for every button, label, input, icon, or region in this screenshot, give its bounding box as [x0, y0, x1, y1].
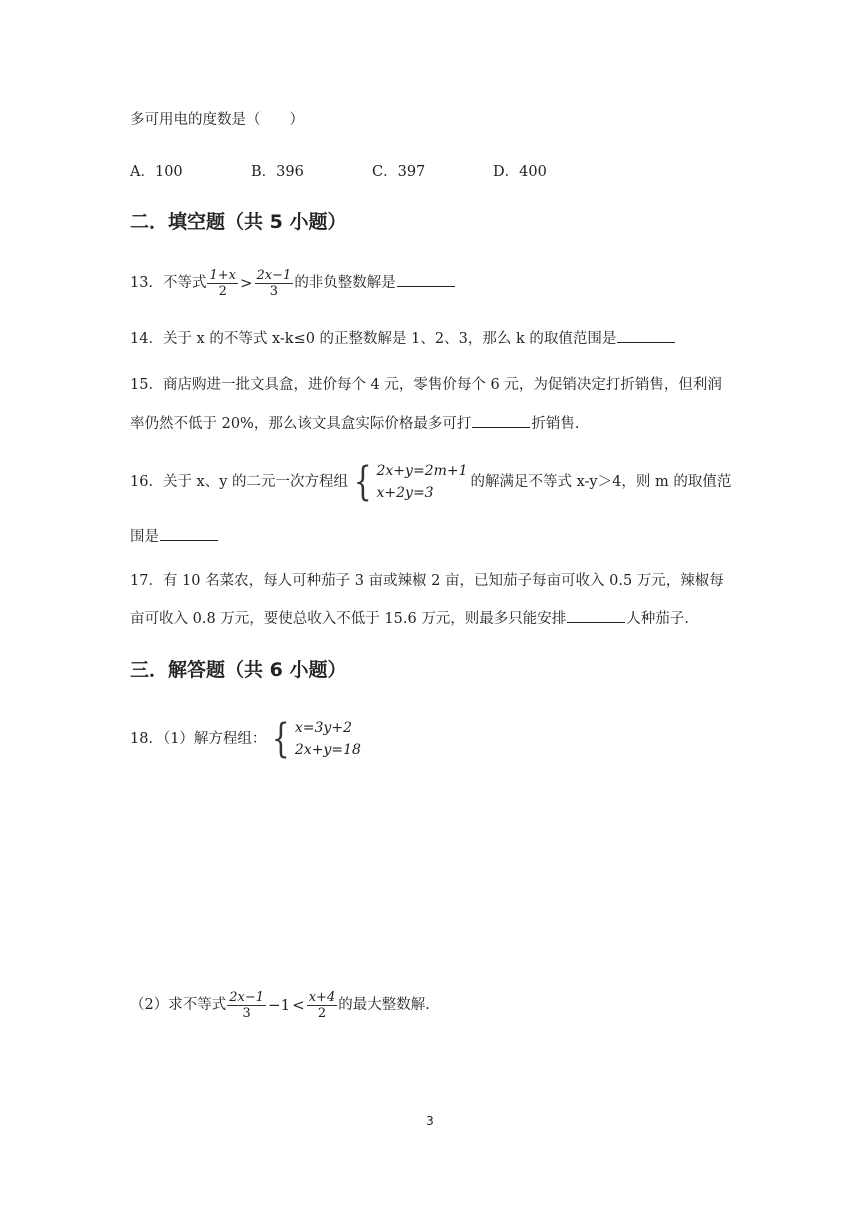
question-17-line-1: 17．有 10 名菜农，每人可种茄子 3 亩或辣椒 2 亩，已知茄子每亩可收入 0.5 万元，辣椒每 — [130, 573, 724, 589]
q18-2-fraction-1: $\frac{2x-1}{3}$ — [229, 989, 265, 1021]
q15-answer-blank[interactable] — [472, 413, 530, 428]
q16-equation-system: { 2x+y=2m+1 x+2y=3 — [353, 459, 468, 505]
question-18-part-1: 18．（1）解方程组： { x=3y+2 2x+y=18 — [130, 716, 361, 762]
question-16-line-2: 围是 — [130, 526, 219, 547]
question-18-part-2: （2）求不等式 $\frac{2x-1}{3}$ −1 < $\frac{x+4}{2}$ 的最大整数解. — [130, 989, 430, 1021]
question-15-line-2: 率仍然不低于 20%，那么该文具盒实际价格最多可打 折销售. — [130, 413, 579, 434]
brace-icon: { — [272, 716, 291, 762]
q14-text: 14．关于 x 的不等式 x-k≤0 的正整数解是 1、2、3，那么 k 的取值范围是 — [130, 331, 617, 347]
q13-tail: 的非负整数解是 — [294, 275, 396, 291]
q13-number: 13．不等式 — [130, 275, 207, 291]
q14-answer-blank[interactable] — [617, 328, 675, 343]
q13-operator: > — [239, 274, 253, 292]
section-2-heading: 二．填空题（共 5 小题） — [130, 211, 347, 233]
q17-answer-blank[interactable] — [567, 608, 625, 623]
q13-fraction-2: $\frac{2x-1}{3}$ — [256, 267, 292, 299]
q18-2-fraction-2: $\frac{x+4}{2}$ — [308, 989, 336, 1021]
choice-c: C．397 — [372, 164, 426, 180]
q16-answer-blank[interactable] — [160, 526, 218, 541]
choice-a: A．100 — [130, 164, 183, 180]
question-14 — [130, 328, 676, 349]
brace-icon: { — [353, 459, 372, 505]
q18-equation-system: { x=3y+2 2x+y=18 — [272, 716, 361, 762]
q13-fraction-1: $\frac{1+x}{2}$ — [209, 267, 236, 299]
choice-d: D．400 — [493, 164, 547, 180]
question-13 — [130, 266, 456, 300]
page-number: 3 — [426, 1114, 434, 1128]
question-16-line-1: 16．关于 x、y 的二元一次方程组 { 2x+y=2m+1 x+2y=3 的解满足不等式 x-y＞4，则 m 的取值范 — [130, 459, 732, 505]
choice-b: B．396 — [251, 164, 304, 180]
section-3-heading: 三．解答题（共 6 小题） — [130, 659, 347, 681]
question-15-line-1: 15．商店购进一批文具盒，进价每个 4 元，零售价每个 6 元，为促销决定打折销售，但利润 — [130, 377, 722, 393]
q13-answer-blank[interactable] — [397, 272, 455, 287]
q12-tail: 多可用电的度数是（ ） — [130, 112, 304, 128]
question-17-line-2: 亩可收入 0.8 万元，要使总收入不低于 15.6 万元，则最多只能安排 人种茄子. — [130, 608, 689, 629]
